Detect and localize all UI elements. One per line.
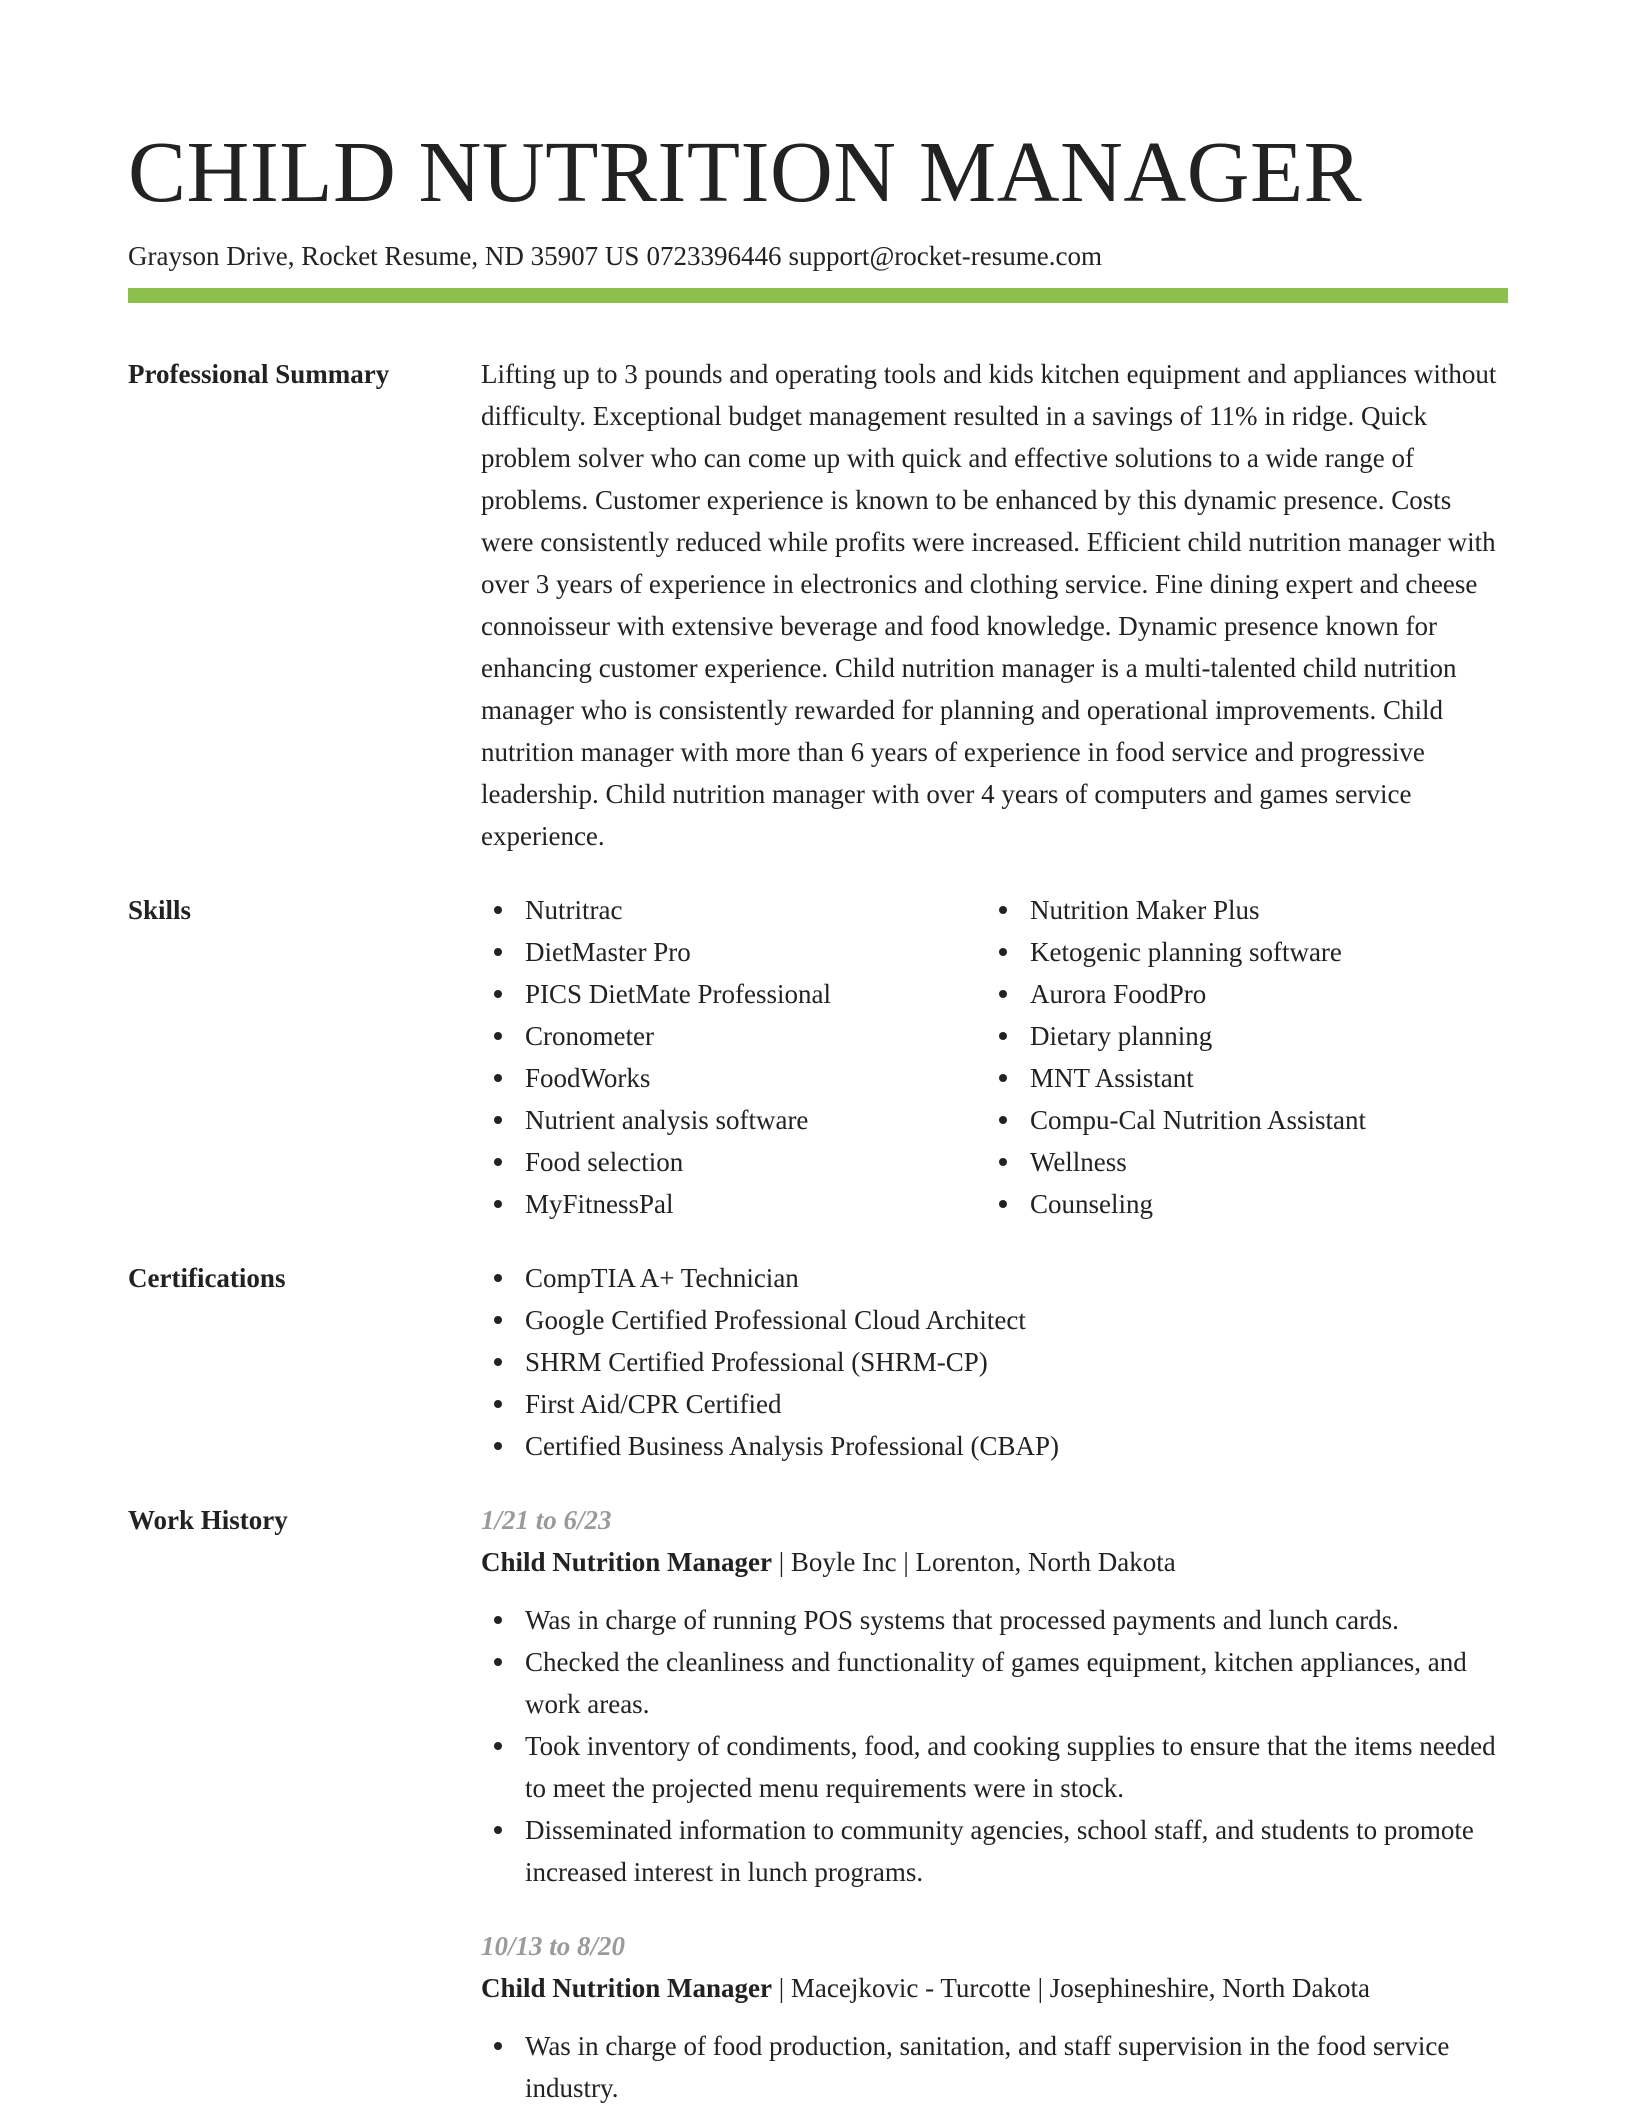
- work-history-section: [128, 1499, 1508, 2109]
- job-bullet-list: [481, 1599, 1508, 1893]
- summary-text: Lifting up to 3 pounds and operating tools and kids kitchen equipment and appliances without difficulty. Exceptional budget management resulted in a savings of 11% in ridge. Quick problem solver who can come up with quick and effective solutions to a wide range of problems. Customer experience is known to be enhanced by this dynamic presence. Costs were consistently reduced while profits were increased. Efficient child nutrition manager with over 3 years of experience in electronics and clothing service. Fine dining expert and cheese connoisseur with extensive beverage and food knowledge. Dynamic presence known for enhancing customer experience. Child nutrition manager is a multi-talented child nutrition manager who is consistently rewarded for planning and operational improvements. Child nutrition manager with more than 6 years of experience in food service and progressive leadership. Child nutrition manager with over 4 years of computers and games service experience.: [481, 359, 1497, 851]
- job-dates: 1/21 to 6/23: [481, 1505, 612, 1535]
- job-title-line: [481, 1541, 1508, 1583]
- summary-section-label: Professional Summary: [128, 359, 390, 389]
- job-bullet: Checked the cleanliness and functionality of games equipment, kitchen appliances, and work areas.: [481, 1641, 1508, 1725]
- certifications-section: [128, 1257, 1508, 1467]
- work-history-section-label: Work History: [128, 1505, 288, 1535]
- skill-item: Wellness: [986, 1141, 1491, 1183]
- job-title-line: [481, 1967, 1508, 2009]
- skill-item: Nutrition Maker Plus: [986, 889, 1491, 931]
- certifications-section-label: Certifications: [128, 1263, 286, 1293]
- skills-section-label: Skills: [128, 895, 192, 925]
- job-bullet: Disseminated information to community agencies, school staff, and students to promote increased interest in lunch programs.: [481, 1809, 1508, 1893]
- certification-item: CompTIA A+ Technician: [481, 1257, 1508, 1299]
- skill-item: Dietary planning: [986, 1015, 1491, 1057]
- summary-body: [481, 353, 1508, 857]
- skill-item: MNT Assistant: [986, 1057, 1491, 1099]
- contact-address: Grayson Drive, Rocket Resume, ND 35907 US: [128, 241, 640, 271]
- job-title: Child Nutrition Manager: [481, 1547, 773, 1577]
- skill-item: FoodWorks: [481, 1057, 986, 1099]
- contact-email[interactable]: support@rocket-resume.com: [788, 241, 1102, 271]
- certification-item: First Aid/CPR Certified: [481, 1383, 1508, 1425]
- skill-item: Ketogenic planning software: [986, 931, 1491, 973]
- job-employer-location: | Macejkovic - Turcotte | Josephineshire, North Dakota: [772, 1973, 1370, 2003]
- job-entry: [481, 1499, 1508, 1893]
- job-bullet: Was in charge of running POS systems that processed payments and lunch cards.: [481, 1599, 1508, 1641]
- skill-item: Nutritrac: [481, 889, 986, 931]
- skills-list-left: [481, 889, 986, 1225]
- header-divider: [128, 288, 1508, 303]
- job-bullet-list: [481, 2025, 1508, 2109]
- resume-page: [128, 0, 1508, 2109]
- certification-item: Google Certified Professional Cloud Architect: [481, 1299, 1508, 1341]
- skill-item: Counseling: [986, 1183, 1491, 1225]
- certifications-list: [481, 1257, 1508, 1467]
- skills-body: [481, 889, 1508, 1225]
- resume-name-heading: CHILD NUTRITION MANAGER: [128, 123, 1363, 220]
- skill-item: Compu-Cal Nutrition Assistant: [986, 1099, 1491, 1141]
- skill-item: Food selection: [481, 1141, 986, 1183]
- job-entry: [481, 1925, 1508, 2109]
- summary-section: [128, 353, 1508, 857]
- skill-item: MyFitnessPal: [481, 1183, 986, 1225]
- job-bullet: Took inventory of condiments, food, and cooking supplies to ensure that the items needed to meet the projected menu requirements were in stock.: [481, 1725, 1508, 1809]
- skill-item: DietMaster Pro: [481, 931, 986, 973]
- skill-item: PICS DietMate Professional: [481, 973, 986, 1015]
- skill-item: Aurora FoodPro: [986, 973, 1491, 1015]
- job-bullet: Was in charge of food production, sanitation, and staff supervision in the food service industry.: [481, 2025, 1508, 2109]
- contact-line: [128, 238, 1508, 274]
- certification-item: Certified Business Analysis Professional (CBAP): [481, 1425, 1508, 1467]
- certifications-body: [481, 1257, 1508, 1467]
- job-employer-location: | Boyle Inc | Lorenton, North Dakota: [772, 1547, 1176, 1577]
- contact-phone: 0723396446: [646, 241, 782, 271]
- skill-item: Nutrient analysis software: [481, 1099, 986, 1141]
- job-dates: 10/13 to 8/20: [481, 1931, 626, 1961]
- work-history-body: [481, 1499, 1508, 2109]
- certification-item: SHRM Certified Professional (SHRM-CP): [481, 1341, 1508, 1383]
- job-title: Child Nutrition Manager: [481, 1973, 773, 2003]
- skills-section: [128, 889, 1508, 1225]
- skill-item: Cronometer: [481, 1015, 986, 1057]
- skills-list-right: [986, 889, 1491, 1225]
